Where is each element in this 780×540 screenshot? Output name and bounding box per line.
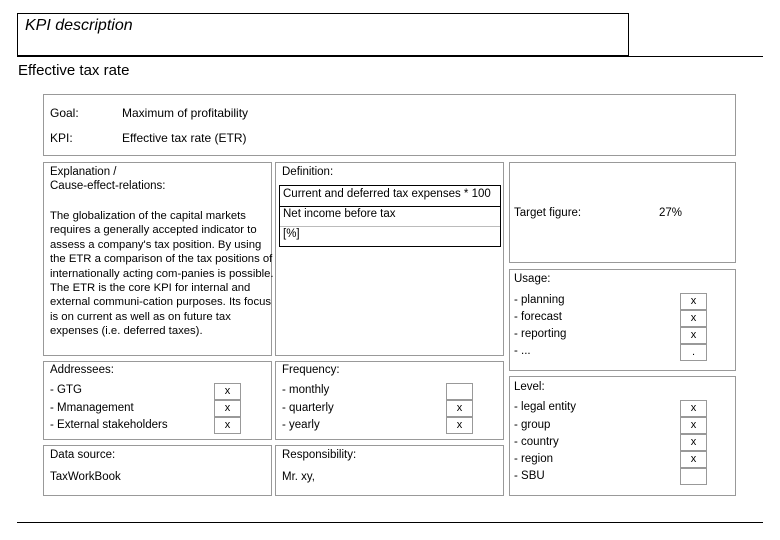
data-source-value: TaxWorkBook — [50, 471, 121, 483]
target-value: 27% — [659, 207, 683, 219]
frequency-item-label: - monthly — [282, 384, 330, 396]
definition-numerator: Current and deferred tax expenses * 100 — [283, 188, 491, 200]
level-item-label: - group — [514, 419, 551, 431]
addressee-checkbox[interactable]: x — [214, 417, 241, 434]
explanation-label-line2: Cause-effect-relations: — [50, 180, 166, 192]
footer-rule — [17, 522, 763, 523]
usage-checkbox[interactable]: x — [680, 310, 707, 327]
level-item-label: - country — [514, 436, 559, 448]
fraction-line — [280, 206, 500, 207]
goal-label: Goal: — [50, 106, 79, 120]
frequency-checkbox[interactable]: x — [446, 400, 473, 417]
level-checkbox[interactable] — [680, 468, 707, 485]
level-checkbox[interactable]: x — [680, 417, 707, 434]
usage-checkbox[interactable]: x — [680, 327, 707, 344]
usage-item-label: - forecast — [514, 311, 562, 323]
explanation-text: The globalization of the capital markets requires a generally accepted indicator to assess a company's tax position. By using the ETR a comparison of the tax positions of internationally acting com-panies is possible. The ETR is the core KPI for internal and external communi-cation purposes. Its focus is on current as well as on future tax expenses (i.e. deferred taxes). — [50, 210, 274, 338]
responsibility-label: Responsibility: — [282, 449, 357, 461]
kpi-name: Effective tax rate — [18, 62, 130, 79]
addressees-label: Addressees: — [50, 364, 114, 376]
level-label: Level: — [514, 381, 545, 393]
addressee-item-label: - Mmanagement — [50, 402, 134, 414]
addressee-checkbox[interactable]: x — [214, 400, 241, 417]
kpi-label: KPI: — [50, 131, 73, 145]
addressee-item-label: - External stakeholders — [50, 419, 168, 431]
frequency-item-label: - quarterly — [282, 402, 334, 414]
addressee-checkbox[interactable]: x — [214, 383, 241, 400]
usage-item-label: - planning — [514, 294, 565, 306]
frequency-checkbox[interactable] — [446, 383, 473, 400]
data-source-label: Data source: — [50, 449, 116, 461]
addressee-item-label: - GTG — [50, 384, 82, 396]
level-item-label: - region — [514, 453, 553, 465]
explanation-label-line1: Explanation / — [50, 166, 117, 178]
responsibility-value: Mr. xy, — [282, 471, 316, 483]
goal-value: Maximum of profitability — [122, 106, 249, 120]
level-item-label: - legal entity — [514, 401, 577, 413]
level-item-label: - SBU — [514, 470, 545, 482]
usage-checkbox[interactable]: x — [680, 293, 707, 310]
target-label: Target figure: — [514, 207, 582, 219]
kpi-value: Effective tax rate (ETR) — [122, 131, 247, 145]
header-rule — [17, 56, 763, 57]
document-title: KPI description — [25, 17, 133, 34]
frequency-label: Frequency: — [282, 364, 340, 376]
level-checkbox[interactable]: x — [680, 434, 707, 451]
definition-denominator: Net income before tax — [283, 208, 396, 220]
frequency-item-label: - yearly — [282, 419, 320, 431]
usage-checkbox[interactable]: . — [680, 344, 707, 361]
title-box — [17, 13, 629, 56]
definition-label: Definition: — [282, 166, 334, 178]
definition-unit: [%] — [283, 228, 300, 240]
usage-item-label: - ... — [514, 345, 531, 357]
usage-label: Usage: — [514, 273, 551, 285]
level-checkbox[interactable]: x — [680, 400, 707, 417]
frequency-checkbox[interactable]: x — [446, 417, 473, 434]
level-checkbox[interactable]: x — [680, 451, 707, 468]
formula-divider — [280, 226, 500, 227]
goal-kpi-section — [43, 94, 736, 156]
usage-item-label: - reporting — [514, 328, 567, 340]
